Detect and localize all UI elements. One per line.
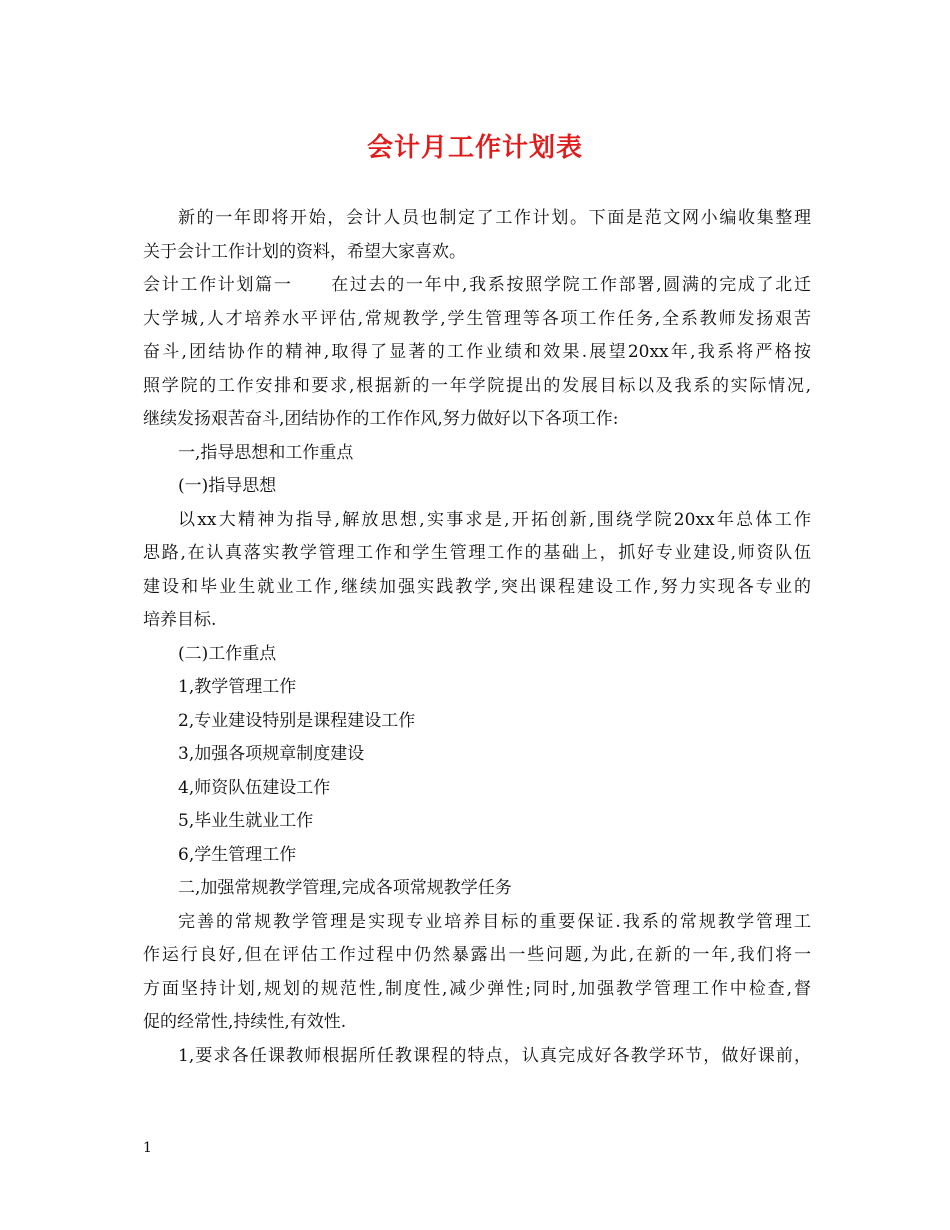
part2-heading: 二,加强常规教学管理,完成各项常规教学任务 — [178, 878, 512, 898]
guiding-paragraph — [143, 504, 811, 638]
text-line: 方面坚持计划,规划的规范性,制度性,减少弹性;同时,加强教学管理工作中检查,督 — [143, 978, 811, 999]
text-line: 奋斗,团结协作的精神,取得了显著的工作业绩和效果.展望20xx年,我系将严格按 — [143, 342, 811, 362]
text-line: 1,要求各任课教师根据所任教课程的特点，认真完成好各教学环节，做好课前， — [178, 1045, 811, 1066]
document-title: 会计月工作计划表 — [366, 133, 583, 163]
text-line: 完善的常规教学管理是实现专业培养目标的重要保证.我系的常规教学管理工 — [178, 911, 811, 932]
text-line: 促的经常性,持续性,有效性. — [143, 1012, 347, 1032]
text-line: 建设和毕业生就业工作,继续加强实践教学,突出课程建设工作,努力实现各专业的 — [143, 576, 811, 597]
text-line: 思路,在认真落实教学管理工作和学生管理工作的基础上，抓好专业建设,师资队伍 — [143, 543, 811, 563]
section1-line1: 在过去的一年中,我系按照学院工作部署,圆满的完成了北迁 — [329, 275, 811, 295]
section1-paragraph — [143, 269, 811, 437]
list-item: 5,毕业生就业工作 — [178, 811, 314, 831]
list-item: 4,师资队伍建设工作 — [178, 777, 331, 798]
part1-sub1-paragraph — [143, 470, 811, 504]
document-body — [143, 202, 811, 1073]
list-item: 3,加强各项规章制度建设 — [178, 744, 365, 764]
part2-paragraph — [143, 906, 811, 1040]
text-line: 大学城,人才培养水平评估,常规教学,学生管理等各项工作任务,全系教师发扬艰苦 — [143, 308, 811, 329]
text-line: 照学院的工作安排和要求,根据新的一年学院提出的发展目标以及我系的实际情况, — [143, 375, 811, 396]
part1-sub1-heading: (一)指导思想 — [178, 476, 277, 496]
section1-heading: 会计工作计划篇一 — [143, 275, 293, 295]
text-line: 继续发扬艰苦奋斗,团结协作的工作作风,努力做好以下各项工作: — [143, 409, 619, 429]
list-item: 6,学生管理工作 — [178, 844, 297, 865]
intro-paragraph — [143, 202, 811, 269]
part2-heading-paragraph — [143, 872, 811, 906]
text-line: 以xx大精神为指导,解放思想,实事求是,开拓创新,围绕学院20xx年总体工作 — [178, 509, 811, 530]
text-line — [143, 269, 811, 303]
text-line: 作运行良好,但在评估工作过程中仍然暴露出一些问题,为此,在新的一年,我们将一 — [143, 945, 811, 965]
text-line: 关于会计工作计划的资料，希望大家喜欢。 — [143, 241, 466, 262]
part1-sub2-heading: (二)工作重点 — [178, 643, 277, 664]
part1-heading-paragraph — [143, 437, 811, 471]
part1-sub2-paragraph — [143, 638, 811, 672]
part2-item1-paragraph — [143, 1040, 811, 1074]
text-line: 培养目标. — [143, 610, 217, 630]
list-item: 1,教学管理工作 — [178, 677, 297, 697]
part1-heading: 一,指导思想和工作重点 — [178, 442, 354, 463]
text-line: 新的一年即将开始，会计人员也制定了工作计划。下面是范文网小编收集整理 — [178, 208, 811, 228]
focus-list — [143, 671, 811, 872]
list-item: 2,专业建设特别是课程建设工作 — [178, 710, 416, 731]
page-number: 1 — [143, 1140, 152, 1156]
